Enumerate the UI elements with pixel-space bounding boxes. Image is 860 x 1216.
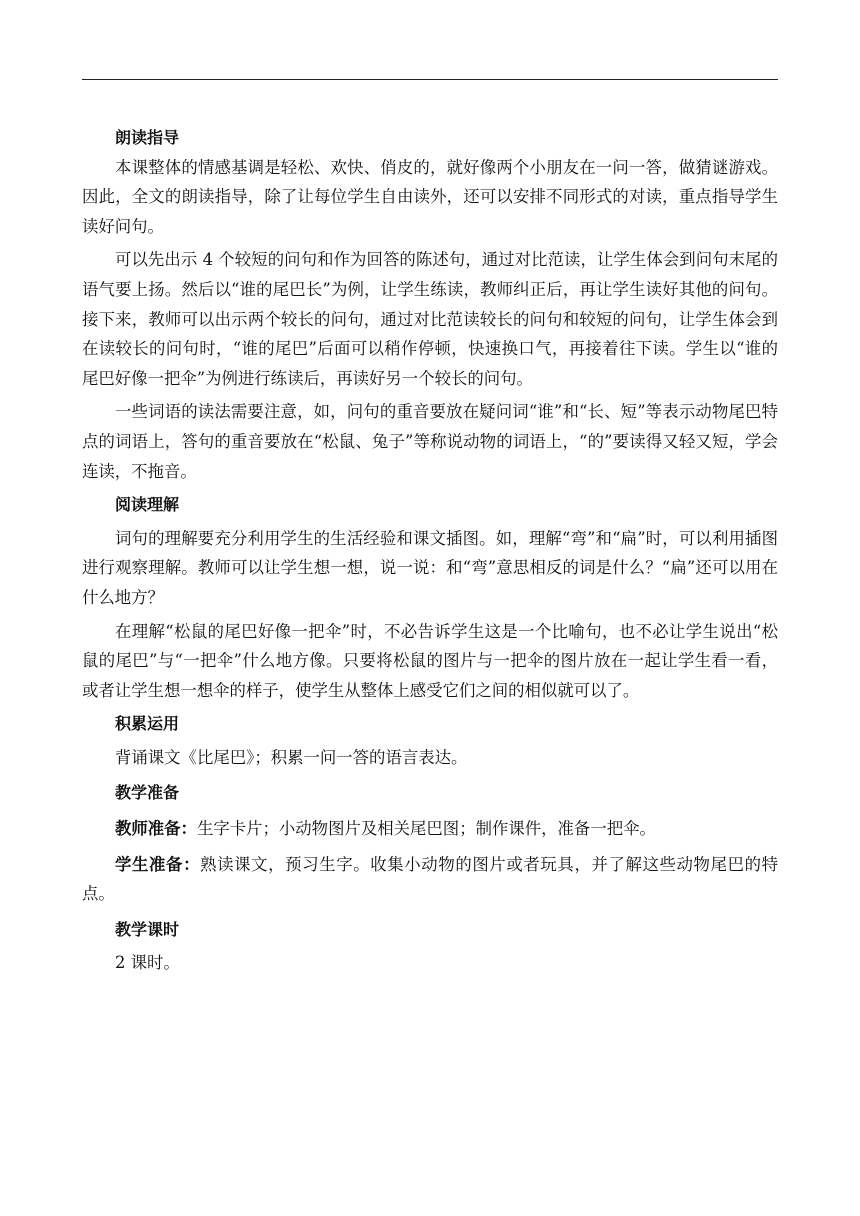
paragraph-student-preparation xyxy=(82,850,778,909)
paragraph-word-understanding: 词句的理解要充分利用学生的生活经验和课文插图。如，理解“弯”和“扁”时，可以利用插图进行观察理解。教师可以让学生想一想，说一说：和“弯”意思相反的词是什么？“扁”还可以用在什么地方？ xyxy=(82,528,778,607)
paragraph-lesson-hours: 2 课时。 xyxy=(115,953,180,973)
teacher-preparation-label: 教师准备： xyxy=(115,819,197,839)
paragraph-question-reading: 可以先出示 4 个较短的问句和作为回答的陈述句，通过对比范读，让学生体会到问句末尾的语气要上扬。然后以“谁的尾巴长”为例，让学生练读，教师纠正后，再让学生读好其他的问句。接下来，教师可以出示两个较长的问句，通过对比范读较长的问句和较短的问句，让学生体会到在读较长的问句时，“谁的尾巴”后面可以稍作停顿，快速换口气，再接着往下读。学生以“谁的尾巴好像一把伞”为例进行练读后，再读好另一个较长的问句。 xyxy=(82,250,778,388)
student-preparation-label: 学生准备： xyxy=(115,854,201,874)
heading-reading-comprehension: 阅读理解 xyxy=(115,495,180,515)
header-rule xyxy=(82,79,778,80)
heading-accumulation: 积累运用 xyxy=(115,714,180,734)
paragraph-reading-tone: 本课整体的情感基调是轻松、欢快、俏皮的，就好像两个小朋友在一问一答，做猜谜游戏。因此，全文的朗读指导，除了让每位学生自由读外，还可以安排不同形式的对读，重点指导学生读好问句。 xyxy=(82,157,778,236)
paragraph-accumulation: 背诵课文《比尾巴》；积累一问一答的语言表达。 xyxy=(115,747,468,767)
heading-preparation: 教学准备 xyxy=(115,783,180,803)
heading-lesson-hours: 教学课时 xyxy=(115,919,180,939)
paragraph-metaphor-understanding: 在理解“松鼠的尾巴好像一把伞”时，不必告诉学生这是一个比喻句，也不必让学生说出“松鼠的尾巴”与“一把伞”什么地方像。只要将松鼠的图片与一把伞的图片放在一起让学生看一看，或者让学生想一想伞的样子，使学生从整体上感受它们之间的相似就可以了。 xyxy=(82,621,778,700)
document-body xyxy=(82,123,778,978)
paragraph-teacher-preparation xyxy=(82,814,778,844)
paragraph-word-stress: 一些词语的读法需要注意，如，问句的重音要放在疑问词“谁”和“长、短”等表示动物尾巴特点的词语上，答句的重音要放在“松鼠、兔子”等称说动物的词语上，“的”要读得又轻又短，学会连读，不拖音。 xyxy=(82,402,778,481)
student-preparation-text: 熟读课文，预习生字。收集小动物的图片或者玩具，并了解这些动物尾巴的特点。 xyxy=(82,854,779,904)
teacher-preparation-text: 生字卡片；小动物图片及相关尾巴图；制作课件，准备一把伞。 xyxy=(196,819,656,839)
heading-reading-guidance: 朗读指导 xyxy=(115,128,180,147)
